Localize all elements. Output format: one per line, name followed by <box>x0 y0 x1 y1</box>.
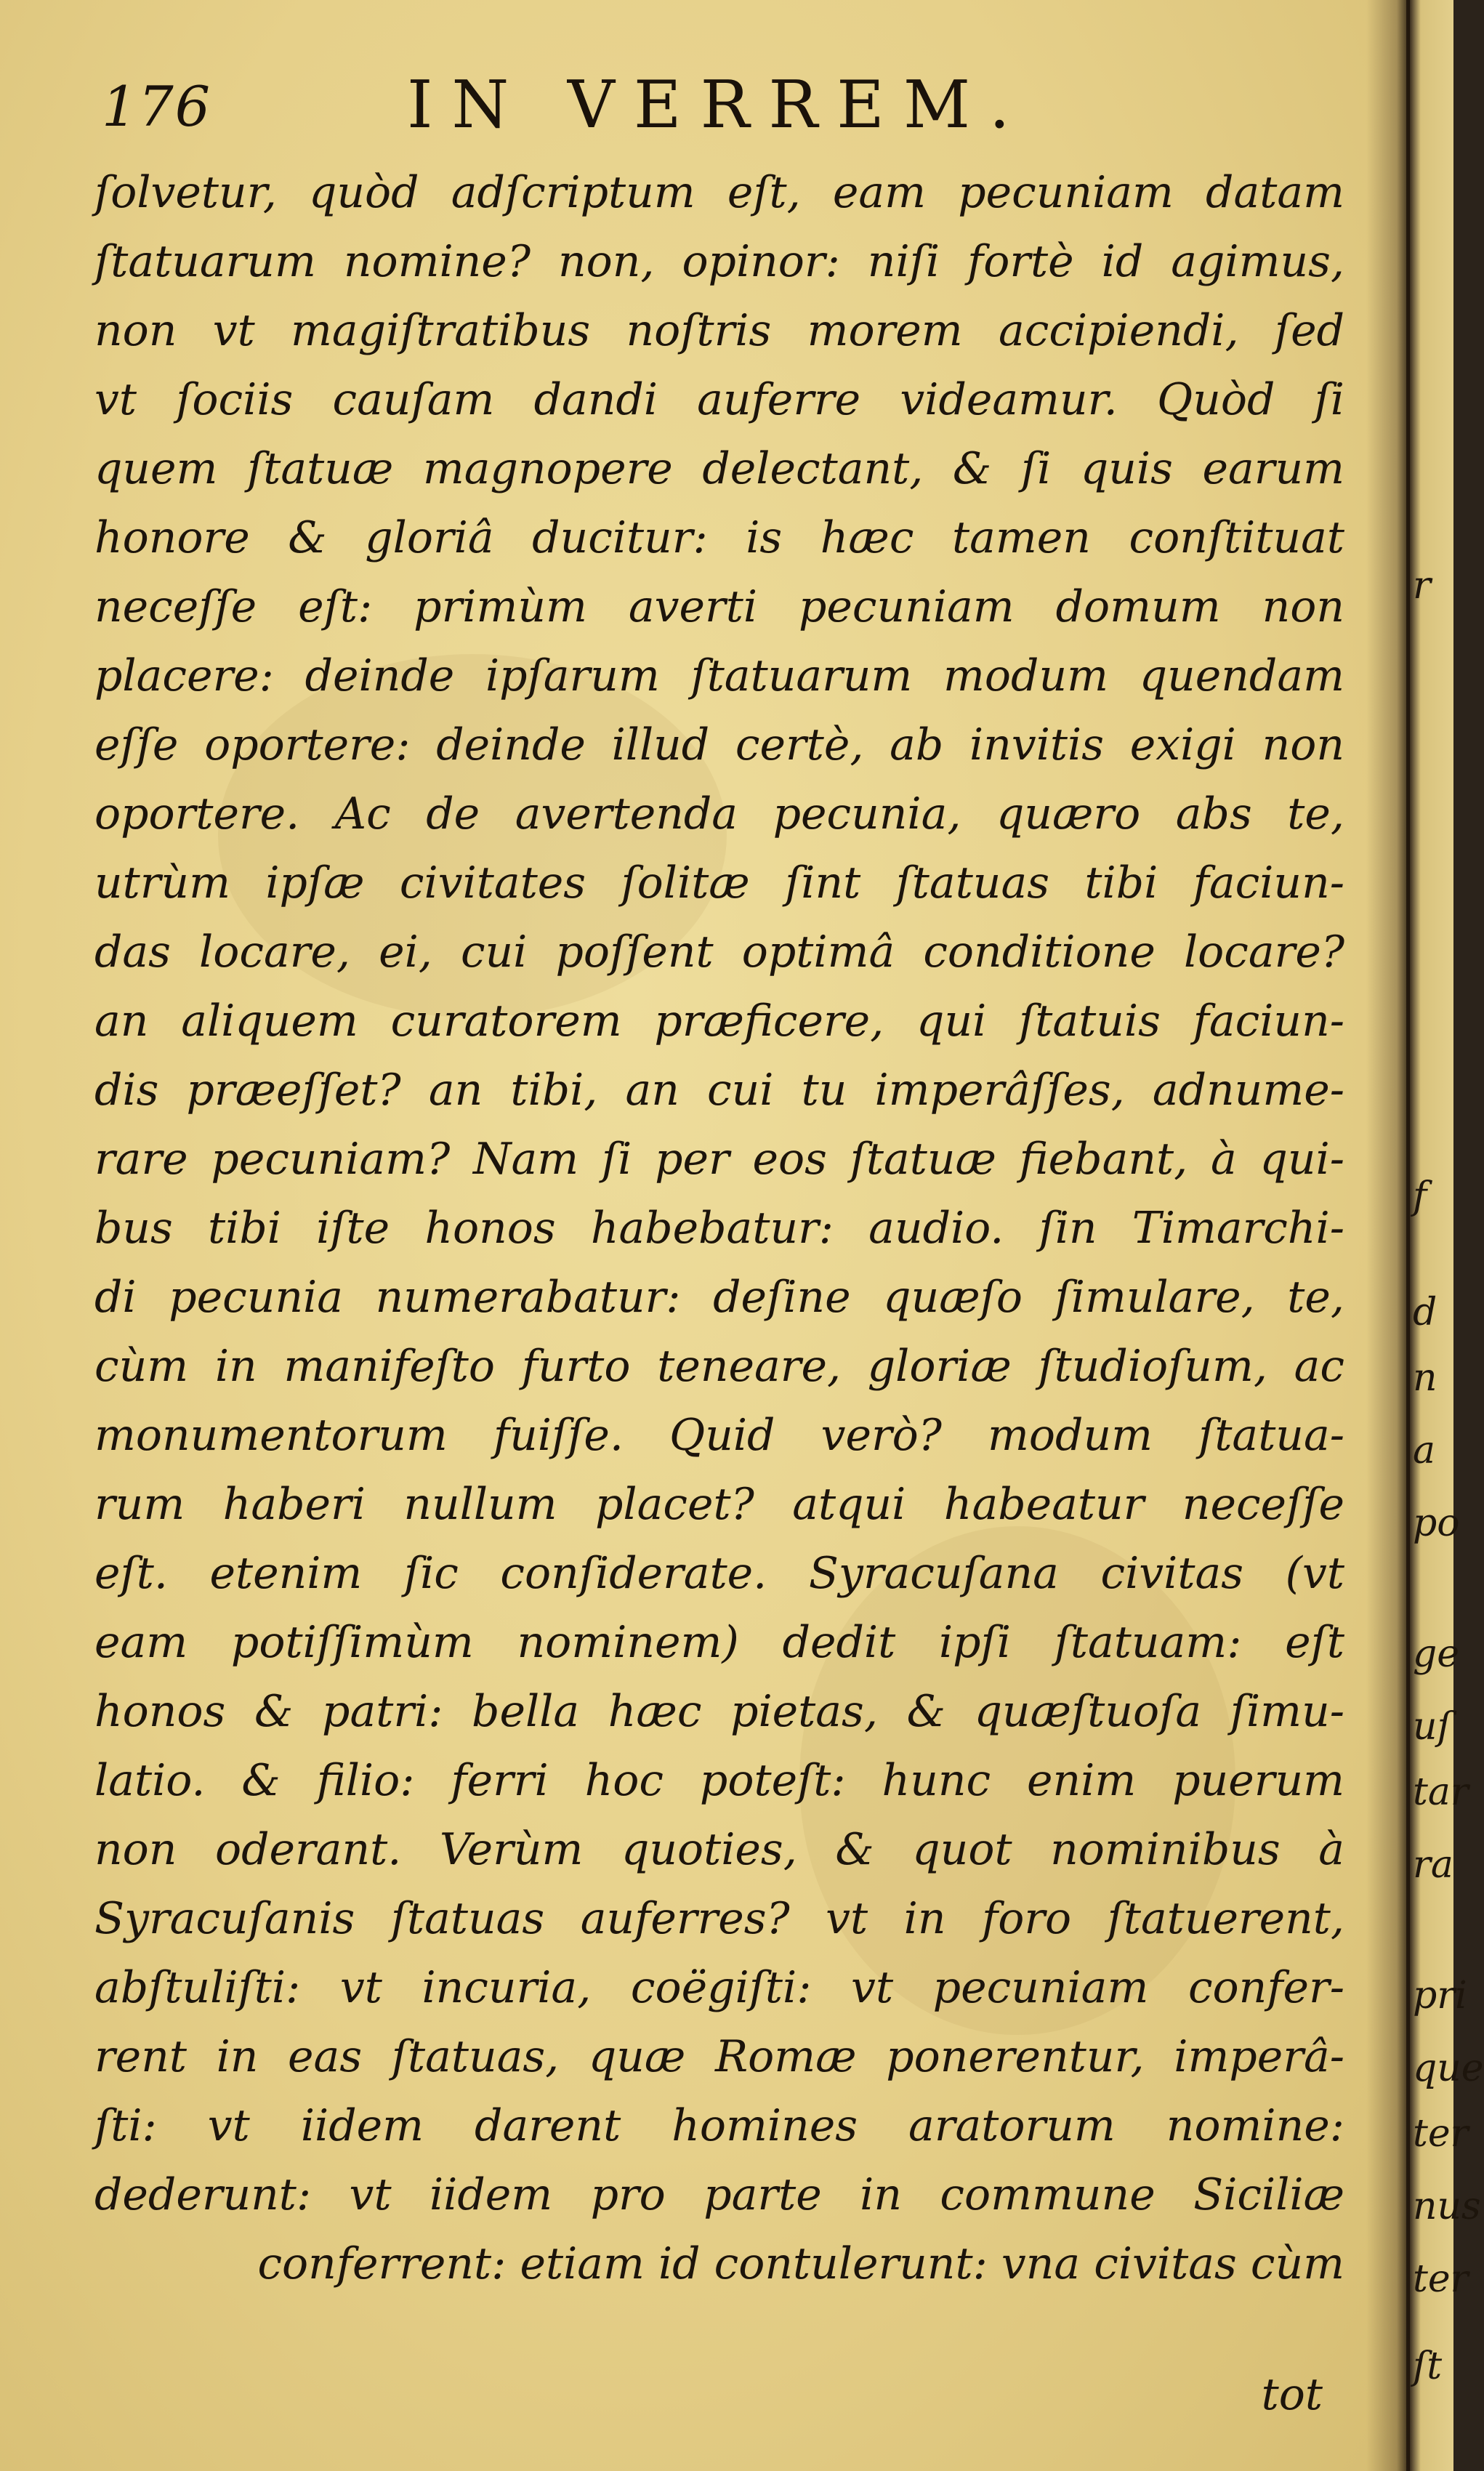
text-line: dederunt: vt iidem pro parte in commune Siciliæ <box>94 2169 1344 2220</box>
facing-page-fragment: f <box>1413 1174 1427 1218</box>
page-number: 176 <box>102 74 212 139</box>
text-line: rent in eas ſtatuas, quæ Romæ ponerentur, imperâ- <box>94 2031 1344 2082</box>
page-header <box>102 67 1337 154</box>
text-line: ſolvetur, quòd adſcriptum eſt, eam pecuniam datam <box>94 167 1344 218</box>
text-line: quem ſtatuæ magnopere delectant, & ſi quis earum <box>94 443 1344 494</box>
text-line: conferrent: etiam id contulerunt: vna civitas cùm <box>257 2238 1344 2289</box>
facing-page-fragment: a <box>1413 1429 1436 1472</box>
text-line: honos & patri: bella hæc pietas, & quæſtuoſa ſimu- <box>94 1686 1344 1737</box>
text-line: placere: deinde ipſarum ſtatuarum modum quendam <box>94 650 1344 701</box>
facing-page-fragment: ſt <box>1413 2345 1443 2388</box>
facing-page-fragment: po <box>1413 1501 1460 1545</box>
facing-page-fragment: nus <box>1413 2185 1481 2228</box>
text-line: abſtuliſti: vt incuria, coëgiſti: vt pecuniam confer- <box>94 1962 1344 2013</box>
facing-page-fragment: que <box>1413 2047 1484 2090</box>
facing-page-fragment: n <box>1413 1356 1437 1400</box>
text-line: cùm in manifeſto furto teneare, gloriæ ſtudioſum, ac <box>94 1341 1344 1392</box>
facing-page-fragment: ter <box>1413 2257 1469 2301</box>
text-line: oportere. Ac de avertenda pecunia, quæro abs te, <box>94 789 1344 839</box>
text-line: dis præeſſet? an tibi, an cui tu imperâſſes, adnume- <box>94 1065 1344 1116</box>
text-line: neceſſe eſt: primùm averti pecuniam domum non <box>94 581 1344 632</box>
text-line: non oderant. Verùm quoties, & quot nominibus à <box>94 1824 1344 1875</box>
facing-page-fragment: d <box>1413 1291 1437 1334</box>
text-line: vt ſociis cauſam dandi auferre videamur. Quòd ſi <box>94 374 1344 425</box>
text-line: eſt. etenim ſic conſiderate. Syracuſana civitas (vt <box>94 1548 1344 1599</box>
gutter-shadow <box>1366 0 1410 2471</box>
text-line: an aliquem curatorem præficere, qui ſtatuis faciun- <box>94 996 1344 1047</box>
text-line: monumentorum fuiſſe. Quid verò? modum ſtatua- <box>94 1410 1344 1461</box>
text-line: rare pecuniam? Nam ſi per eos ſtatuæ fiebant, à qui- <box>94 1134 1344 1185</box>
text-line: bus tibi iſte honos habebatur: audio. ſin Timarchi- <box>94 1203 1344 1254</box>
running-head: IN VERREM. <box>407 67 1029 143</box>
text-line: Syracuſanis ſtatuas auferres? vt in foro ſtatuerent, <box>94 1893 1344 1944</box>
facing-page-fragment: ra <box>1413 1843 1453 1887</box>
text-line: ſtatuarum nomine? non, opinor: niſi fortè id agimus, <box>94 236 1344 287</box>
text-line: utrùm ipſæ civitates ſolitæ ſint ſtatuas tibi faciun- <box>94 858 1344 908</box>
text-line: ſti: vt iidem darent homines aratorum nomine: <box>94 2100 1344 2151</box>
text-line: latio. & filio: ferri hoc poteſt: hunc enim puerum <box>94 1755 1344 1806</box>
catchword: tot <box>1261 2369 1323 2420</box>
facing-page-fragment: ge <box>1413 1632 1460 1676</box>
facing-page-fragment: uſ <box>1413 1705 1451 1749</box>
facing-page-fragment: tar <box>1413 1770 1469 1814</box>
text-line: non vt magiſtratibus noſtris morem accipiendi, ſed <box>94 305 1344 356</box>
text-line: honore & gloriâ ducitur: is hæc tamen conſtituat <box>94 512 1344 563</box>
facing-page-edge <box>1410 0 1484 2471</box>
facing-page-fragment: r <box>1413 564 1431 608</box>
text-line: di pecunia numerabatur: deſine quæſo ſimulare, te, <box>94 1272 1344 1323</box>
text-line: rum haberi nullum placet? atqui habeatur neceſſe <box>94 1479 1344 1530</box>
facing-page-fragment: pri <box>1413 1974 1467 2017</box>
text-line: das locare, ei, cui poſſent optimâ conditione locare? <box>94 927 1344 977</box>
text-line: eam potiſſimùm nominem) dedit ipſi ſtatuam: eſt <box>94 1617 1344 1668</box>
body-text <box>94 158 1344 2299</box>
facing-page-fragment: ter <box>1413 2112 1469 2156</box>
text-line: eſſe oportere: deinde illud certè, ab invitis exigi non <box>94 719 1344 770</box>
